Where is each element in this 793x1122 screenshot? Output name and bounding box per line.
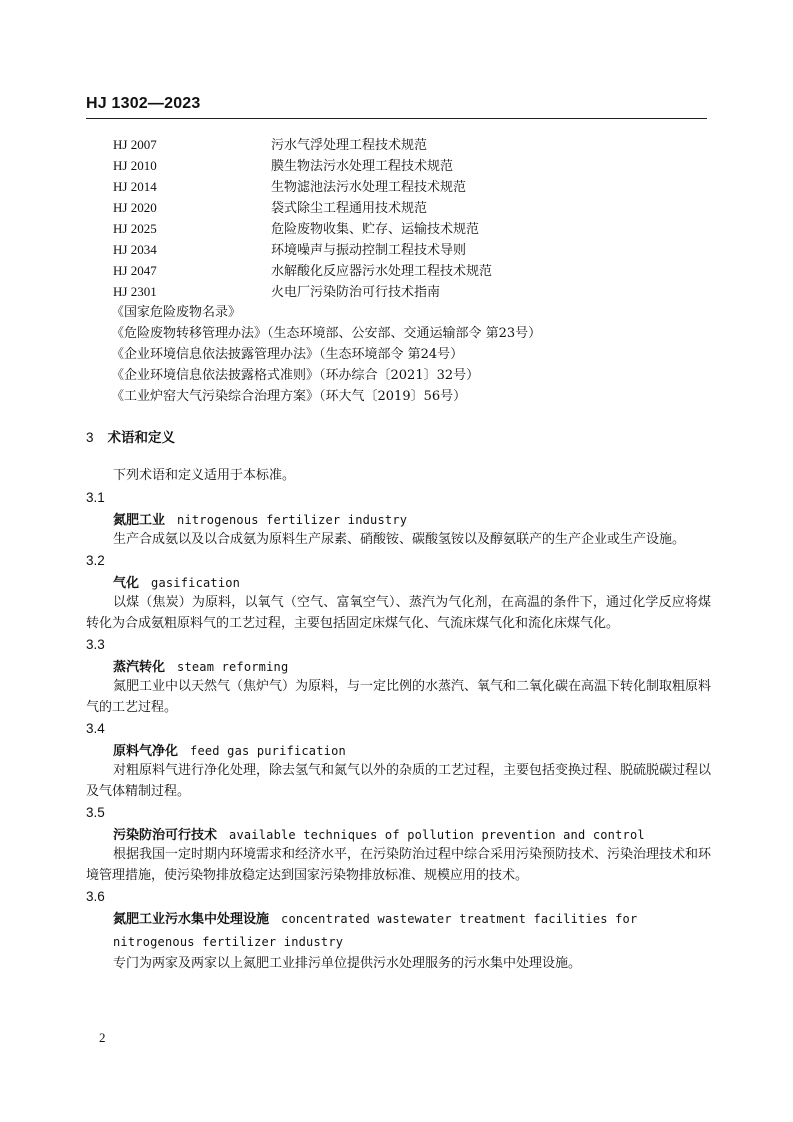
references-list [113,134,713,407]
term-chinese: 氮肥工业污水集中处理设施 [113,912,270,927]
term-english: available techniques of pollution prevention and control [229,828,645,842]
reference-item [113,197,713,218]
reference-title: 火电厂污染防治可行技术指南 [271,285,441,300]
term-english: steam reforming [177,660,289,674]
reference-code: HJ 2047 [113,263,157,278]
term-english: nitrogenous fertilizer industry [177,513,408,527]
header-divider [86,118,707,119]
term-entry [86,718,711,802]
term-english: gasification [151,576,241,590]
term-entry [86,886,711,974]
reference-title: 环境噪声与振动控制工程技术导则 [271,243,467,258]
term-heading [86,907,711,953]
reference-code: HJ 2010 [113,158,157,173]
term-chinese: 原料气净化 [113,744,179,759]
term-heading [86,508,711,529]
term-entry [86,487,711,550]
reference-title: 袋式除尘工程通用技术规范 [271,201,428,216]
term-chinese: 污染防治可行技术 [113,828,218,843]
page-number: 2 [99,1030,106,1045]
section-heading [86,426,175,446]
term-chinese: 氮肥工业 [113,513,166,528]
term-entry [86,550,711,634]
reference-title: 膜生物法污水处理工程技术规范 [271,159,454,174]
standard-number-header: HJ 1302—2023 [86,95,201,112]
term-heading [86,655,711,676]
reference-title: 生物滤池法污水处理工程技术规范 [271,180,467,195]
reference-title: 水解酸化反应器污水处理工程技术规范 [271,264,493,279]
reference-title: 污水气浮处理工程技术规范 [271,138,428,153]
term-number: 3.3 [86,637,105,652]
reference-code: HJ 2007 [113,137,157,152]
reference-code: HJ 2020 [113,200,157,215]
term-number: 3.4 [86,721,105,736]
reference-code: HJ 2034 [113,242,157,257]
term-heading [86,571,711,592]
term-number: 3.2 [86,553,105,568]
term-english: concentrated wastewater treatment facilities for nitrogenous fertilizer industry [113,912,638,949]
terms-list [86,487,711,974]
section-title: 术语和定义 [107,430,176,445]
reference-code: HJ 2301 [113,284,157,299]
reference-title: 危险废物收集、贮存、运输技术规范 [271,222,480,237]
document-reference: 《企业环境信息依法披露格式准则》（环办综合〔2021〕32号） [111,368,480,383]
reference-item [113,218,713,239]
reference-code: HJ 2025 [113,221,157,236]
reference-item [113,260,713,281]
term-definition: 氮肥工业中以天然气（焦炉气）为原料，与一定比例的水蒸汽、氧气和二氧化碳在高温下转化制取粗原料气的工艺过程。 [86,679,712,715]
reference-code: HJ 2014 [113,179,157,194]
reference-item [113,281,713,302]
term-definition: 生产合成氨以及以合成氨为原料生产尿素、硝酸铵、碳酸氢铵以及醇氨联产的生产企业或生产设施。 [113,532,686,547]
reference-item [113,239,713,260]
term-entry [86,634,711,718]
reference-item [113,176,713,197]
term-heading [86,823,711,844]
term-definition: 以煤（焦炭）为原料，以氧气（空气、富氧空气）、蒸汽为气化剂，在高温的条件下，通过化学反应将煤转化为合成氨粗原料气的工艺过程，主要包括固定床煤气化、气流床煤气化和流化床煤气化。 [86,595,711,631]
document-reference: 《国家危险废物名录》 [111,305,242,320]
term-number: 3.6 [86,889,105,904]
reference-item [113,134,713,155]
term-english: feed gas purification [190,744,346,758]
term-entry [86,802,711,886]
term-chinese: 蒸汽转化 [113,660,166,675]
term-definition: 根据我国一定时期内环境需求和经济水平，在污染防治过程中综合采用污染预防技术、污染治理技术和环境管理措施，使污染物排放稳定达到国家污染物排放标准、规模应用的技术。 [86,847,712,883]
section-number: 3 [86,430,94,445]
term-definition: 专门为两家及两家以上氮肥工业排污单位提供污水处理服务的污水集中处理设施。 [113,956,582,971]
document-reference: 《企业环境信息依法披露管理办法》（生态环境部令 第24号） [111,347,464,362]
section-intro: 下列术语和定义适用于本标准。 [113,468,296,483]
term-heading [86,739,711,760]
term-definition: 对粗原料气进行净化处理，除去氢气和氮气以外的杂质的工艺过程，主要包括变换过程、脱硫脱碳过程以及气体精制过程。 [86,763,712,799]
reference-item [113,155,713,176]
document-reference: 《危险废物转移管理办法》（生态环境部、公安部、交通运输部令 第23号） [111,326,542,341]
term-number: 3.1 [86,490,105,505]
term-chinese: 气化 [113,576,140,591]
term-number: 3.5 [86,805,105,820]
document-reference: 《工业炉窑大气污染综合治理方案》（环大气〔2019〕56号） [111,389,467,404]
